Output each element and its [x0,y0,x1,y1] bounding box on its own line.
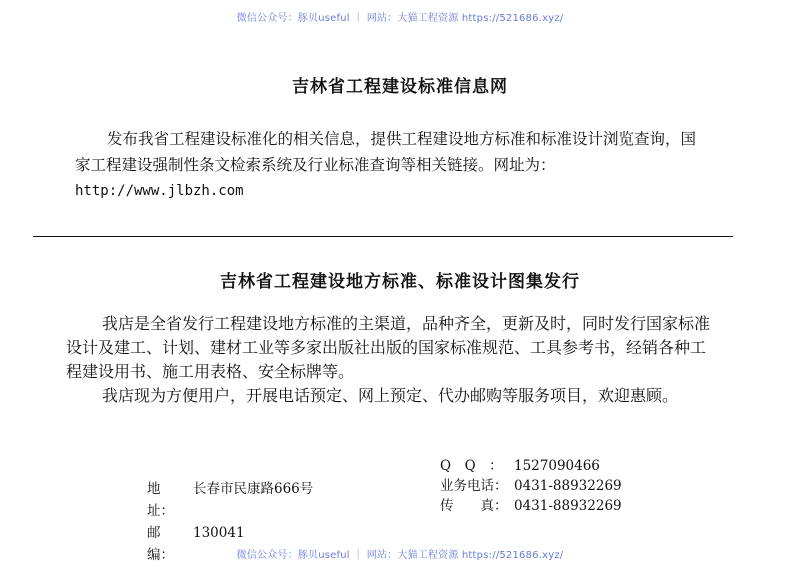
section1-line-2: 家工程建设强制性条文检索系统及行业标准查询等相关链接。网址为： [75,156,556,174]
section1-line-1: 发布我省工程建设标准化的相关信息，提供工程建设地方标准和标准设计浏览查询，国 [107,130,697,148]
fax-row [440,496,622,516]
address-value: 长春市民康路666号 [193,481,314,497]
address-row [147,478,313,522]
divider-rule [33,236,733,237]
section2-line-3: 程建设用书、施工用表格、安全标牌等。 [66,362,355,381]
section1-title: 吉林省工程建设标准信息网 [292,77,508,97]
section2-line-4: 我店现为方便用户，开展电话预定、网上预定、代办邮购等服务项目，欢迎惠顾。 [102,386,679,405]
section2-line-2: 设计及建工、计划、建材工业等多家出版社出版的国家标准规范、工具参考书，经销各种工 [66,338,707,357]
fax-value: 0431-88932269 [514,498,622,514]
postcode-label: 邮 编： [147,525,174,563]
section2-body [66,312,746,408]
fax-label: 传 真： [440,498,508,514]
qq-row [440,456,622,476]
website-url: http://www.jlbzh.com [75,183,244,199]
section2-title: 吉林省工程建设地方标准、标准设计图集发行 [220,272,580,292]
section2-line-1: 我店是全省发行工程建设地方标准的主渠道，品种齐全，更新及时，同时发行国家标准 [102,314,711,333]
contact-right [440,456,622,516]
watermark-bottom: 微信公众号：豚贝useful ｜ 网站：大猫工程资源 https://521686.xyz/ [236,550,564,561]
watermark-top: 微信公众号：豚贝useful ｜ 网站：大猫工程资源 https://521686.xyz/ [236,13,564,24]
address-label: 地 址： [147,481,174,519]
biz-phone-value: 0431-88932269 [514,478,622,494]
postcode-value: 130041 [193,525,245,541]
section1-body [75,126,725,204]
qq-label: Q Q ： [440,458,503,474]
qq-value: 1527090466 [514,458,600,474]
biz-phone-label: 业务电话： [440,478,508,494]
biz-phone-row [440,476,622,496]
